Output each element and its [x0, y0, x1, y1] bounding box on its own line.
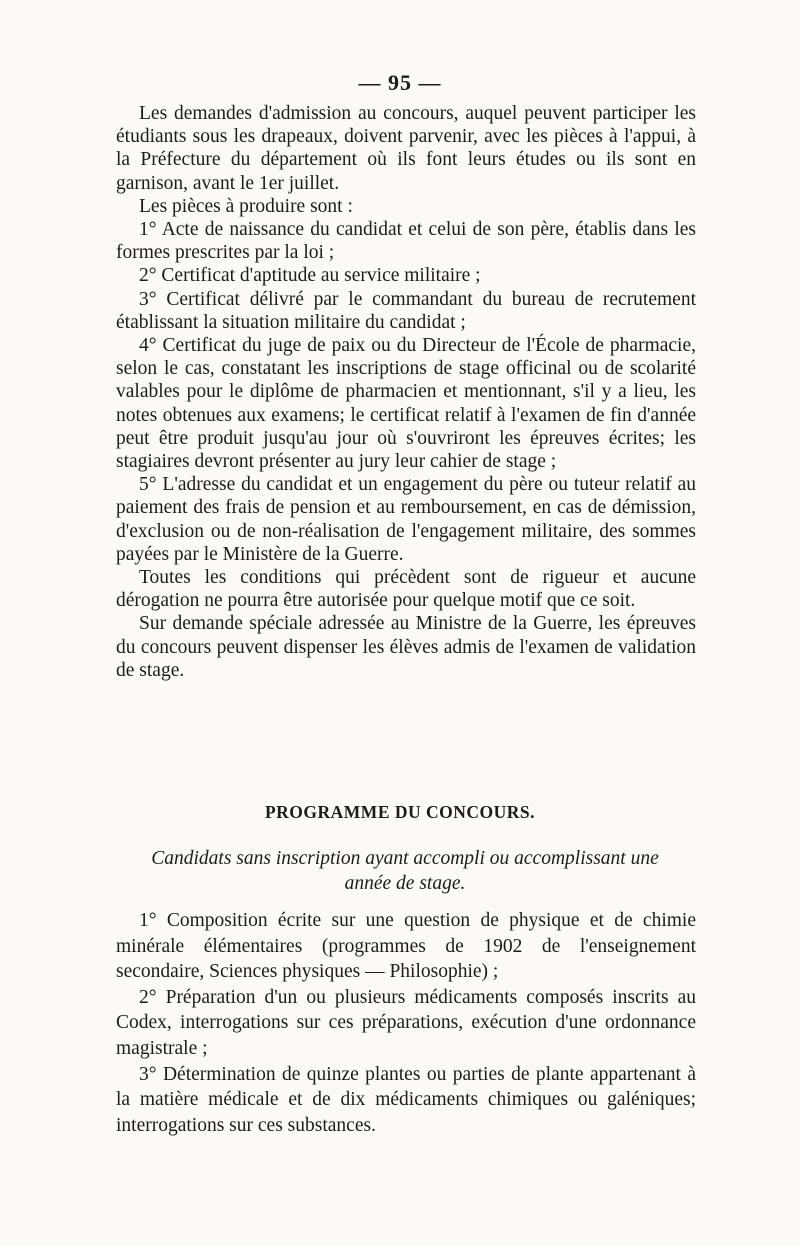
section-heading: PROGRAMME DU CONCOURS.: [264, 802, 536, 822]
paragraph-dispensation: Sur demande spéciale adressée au Ministre de la Guerre, les épreuves du concours peuvent dispenser les élèves admis de l'examen de validation de stage.: [116, 613, 696, 681]
paragraph-item-5: 5° L'adresse du candidat et un engagement du père ou tuteur relatif au paiement des frais de pension et au remboursement, en cas de démission, d'exclusion ou de non-réalisation de l'engagement militaire, des sommes payées par le Ministère de la Guerre.: [116, 474, 696, 565]
paragraph-item-1: 1° Acte de naissance du candidat et celui de son père, établis dans les formes prescrites par la loi ;: [116, 219, 696, 264]
paragraph-conditions: Toutes les conditions qui précèdent sont de rigueur et aucune dérogation ne pourra être autorisée pour quelque motif que ce soit.: [116, 567, 696, 612]
admission-requirements: [116, 102, 696, 682]
program-item-3: 3° Détermination de quinze plantes ou parties de plante appartenant à la matière médicale et de dix médicaments chimiques ou galéniques; interrogations sur ces substances.: [116, 1063, 696, 1136]
paragraph-item-3: 3° Certificat délivré par le commandant du bureau de recrutement établissant la situation militaire du candidat ;: [116, 288, 696, 333]
program-item-1: 1° Composition écrite sur une question de physique et de chimie minérale élémentaires (programmes de 1902 de l'enseignement secondaire, Sciences physiques — Philosophie) ;: [116, 910, 696, 983]
paragraph-item-4: 4° Certificat du juge de paix ou du Directeur de l'École de pharmacie, selon le cas, constatant les inscriptions de stage officinal ou de scolarité valables pour le diplôme de pharmacien et mentionnant, s'il y a lieu, les notes obtenues aux examens; le certificat relatif à l'examen de fin d'année peut être produit jusqu'au jour où s'ouvriront les épreuves écrites; les stagiaires devront présenter au jury leur cahier de stage ;: [116, 335, 696, 473]
page-number: — 95 —: [358, 70, 442, 95]
exam-program: [116, 908, 696, 1138]
paragraph-required-documents: Les pièces à produire sont :: [139, 195, 353, 217]
paragraph-item-2: 2° Certificat d'aptitude au service militaire ;: [139, 265, 481, 287]
program-item-2: 2° Préparation d'un ou plusieurs médicaments composés inscrits au Codex, interrogations sur ces préparations, exécution d'une ordonnance magistrale ;: [116, 986, 696, 1059]
section-subheading: Candidats sans inscription ayant accompli ou accomplissant une année de stage.: [151, 848, 659, 894]
paragraph-admission-requests: Les demandes d'admission au concours, auquel peuvent participer les étudiants sous les drapeaux, doivent parvenir, avec les pièces à l'appui, à la Préfecture du département où ils font leurs études ou ils sont en garnison, avant le 1er juillet.: [116, 103, 696, 194]
